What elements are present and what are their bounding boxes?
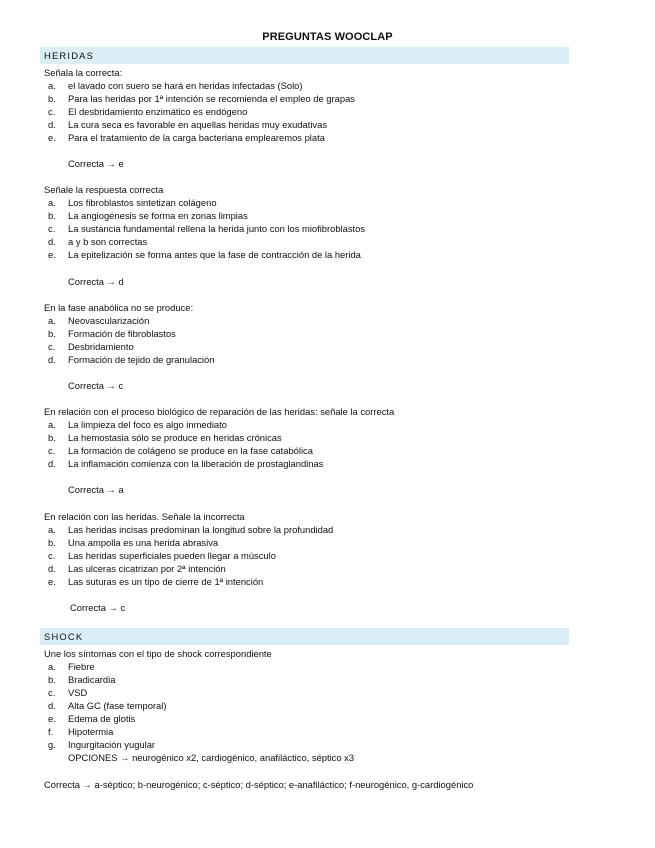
option-letter: d. xyxy=(48,700,56,711)
option-letter: c. xyxy=(48,106,56,117)
list-item xyxy=(48,445,313,457)
option-letter: d. xyxy=(48,236,56,247)
option-text: a y b son correctas xyxy=(68,236,148,247)
option-letter: a. xyxy=(48,419,56,430)
list-item xyxy=(48,341,134,353)
option-text: el lavado con suero se hará en heridas infectadas (Solo) xyxy=(68,80,303,91)
option-text: Una ampolla es una herida abrasiva xyxy=(68,537,219,548)
option-letter: d. xyxy=(48,354,56,365)
option-text: Fiebre xyxy=(68,661,95,672)
option-letter: b. xyxy=(48,93,56,104)
option-letter: c. xyxy=(48,445,56,456)
list-item xyxy=(48,236,147,248)
list-item xyxy=(48,119,327,131)
option-text: VSD xyxy=(68,687,88,698)
section-title: HERIDAS xyxy=(44,50,95,61)
option-text: La hemostasia sólo se produce en heridas crónicas xyxy=(68,432,282,443)
option-text: Ingurgitación yugular xyxy=(68,739,156,750)
answer-line: Correcta → a xyxy=(68,484,124,495)
option-text: La limpieza del foco es algo inmediato xyxy=(68,419,227,430)
section-title: SHOCK xyxy=(44,631,84,642)
option-text: Las heridas incisas predominan la longitud sobre la profundidad xyxy=(68,524,334,535)
option-text: Las heridas superficiales pueden llegar a músculo xyxy=(68,550,276,561)
question-prompt: Une los síntomas con el tipo de shock correspondiente xyxy=(44,648,272,659)
page-title: PREGUNTAS WOOCLAP xyxy=(262,31,393,43)
list-item xyxy=(48,80,303,92)
section-header-heridas xyxy=(40,47,569,64)
list-item xyxy=(48,713,135,725)
option-text: Formación de fibroblastos xyxy=(68,328,176,339)
list-item xyxy=(48,576,263,588)
list-item xyxy=(48,700,166,712)
option-text: La angiogénesis se forma en zonas limpias xyxy=(68,210,248,221)
question-prompt: En relación con el proceso biológico de reparación de las heridas: señale la correcta xyxy=(44,406,395,417)
option-text: Las ulceras cicatrizan por 2ª intención xyxy=(68,563,226,574)
list-item xyxy=(48,419,227,431)
list-item xyxy=(48,106,247,118)
options-note: OPCIONES → neurogénico x2, cardiogénico, anafiláctico, séptico x3 xyxy=(68,752,355,763)
option-text: La inflamación comienza con la liberación de prostaglandinas xyxy=(68,458,324,469)
section-header-shock xyxy=(40,628,569,645)
list-item xyxy=(48,537,218,549)
option-letter: e. xyxy=(48,132,56,143)
answer-line: Correcta → d xyxy=(68,276,124,287)
option-letter: b. xyxy=(48,674,56,685)
option-letter: a. xyxy=(48,524,56,535)
option-text: Hipotermia xyxy=(68,726,114,737)
option-letter: b. xyxy=(48,210,56,221)
answer-line: Correcta → c xyxy=(68,380,124,391)
option-text: Neovascularización xyxy=(68,315,150,326)
option-letter: a. xyxy=(48,197,56,208)
answer-line: Correcta → c xyxy=(70,602,126,613)
question-prompt: En relación con las heridas. Señale la incorrecta xyxy=(44,511,245,522)
list-item xyxy=(48,93,355,105)
answer-line: Correcta → a-séptico; b-neurogénico; c-séptico; d-séptico; e-anafiláctico; f-neurogénico, g-cardiogénico xyxy=(44,779,474,790)
question-prompt: En la fase anabólica no se produce: xyxy=(44,302,194,313)
option-text: Los fibroblastos sintetizan colágeno xyxy=(68,197,217,208)
option-letter: b. xyxy=(48,432,56,443)
option-text: La epitelización se forma antes que la fase de contracción de la herida xyxy=(68,249,361,260)
option-letter: a. xyxy=(48,80,56,91)
option-letter: d. xyxy=(48,458,56,469)
option-text: Formación de tejido de granulación xyxy=(68,354,215,365)
option-letter: c. xyxy=(48,223,56,234)
list-item xyxy=(48,726,113,738)
list-item xyxy=(48,563,226,575)
option-letter: b. xyxy=(48,328,56,339)
option-letter: e. xyxy=(48,576,56,587)
option-letter: d. xyxy=(48,563,56,574)
option-letter: g. xyxy=(48,739,56,750)
list-item xyxy=(48,223,365,235)
option-letter: b. xyxy=(48,537,56,548)
option-text: Alta GC (fase temporal) xyxy=(68,700,167,711)
option-letter: a. xyxy=(48,315,56,326)
list-item xyxy=(48,661,95,673)
list-item xyxy=(48,674,115,686)
option-letter: c. xyxy=(48,341,56,352)
list-item xyxy=(48,739,155,751)
list-item xyxy=(48,458,323,470)
list-item xyxy=(48,354,214,366)
option-text: La cura seca es favorable en aquellas heridas muy exudativas xyxy=(68,119,328,130)
list-item xyxy=(48,315,149,327)
option-text: Las suturas es un tipo de cierre de 1ª intención xyxy=(68,576,264,587)
option-letter: f. xyxy=(48,726,54,737)
answer-line: Correcta → e xyxy=(68,158,124,169)
option-text: Desbridamiento xyxy=(68,341,134,352)
question-prompt: Señala la correcta: xyxy=(44,67,123,78)
option-letter: c. xyxy=(48,687,56,698)
list-item xyxy=(48,210,248,222)
list-item xyxy=(48,687,87,699)
option-text: La sustancia fundamental rellena la herida junto con los miofibroblastos xyxy=(68,223,366,234)
option-text: El desbridamiento enzimático es endógeno xyxy=(68,106,248,117)
option-text: Bradicardia xyxy=(68,674,116,685)
list-item xyxy=(48,249,361,261)
list-item xyxy=(48,550,276,562)
list-item xyxy=(48,132,325,144)
option-letter: c. xyxy=(48,550,56,561)
option-text: Edema de glotis xyxy=(68,713,136,724)
question-prompt: Señale la respuesta correcta xyxy=(44,184,164,195)
option-text: Para las heridas por 1ª intención se recomienda el empleo de grapas xyxy=(68,93,355,104)
option-text: Para el tratamiento de la carga bacteriana emplearemos plata xyxy=(68,132,325,143)
option-letter: e. xyxy=(48,713,56,724)
option-text: La formación de colágeno se produce en la fase catabólica xyxy=(68,445,313,456)
option-letter: d. xyxy=(48,119,56,130)
list-item xyxy=(48,432,282,444)
option-letter: e. xyxy=(48,249,56,260)
list-item xyxy=(48,328,176,340)
list-item xyxy=(48,197,217,209)
option-letter: a. xyxy=(48,661,56,672)
list-item xyxy=(48,524,333,536)
